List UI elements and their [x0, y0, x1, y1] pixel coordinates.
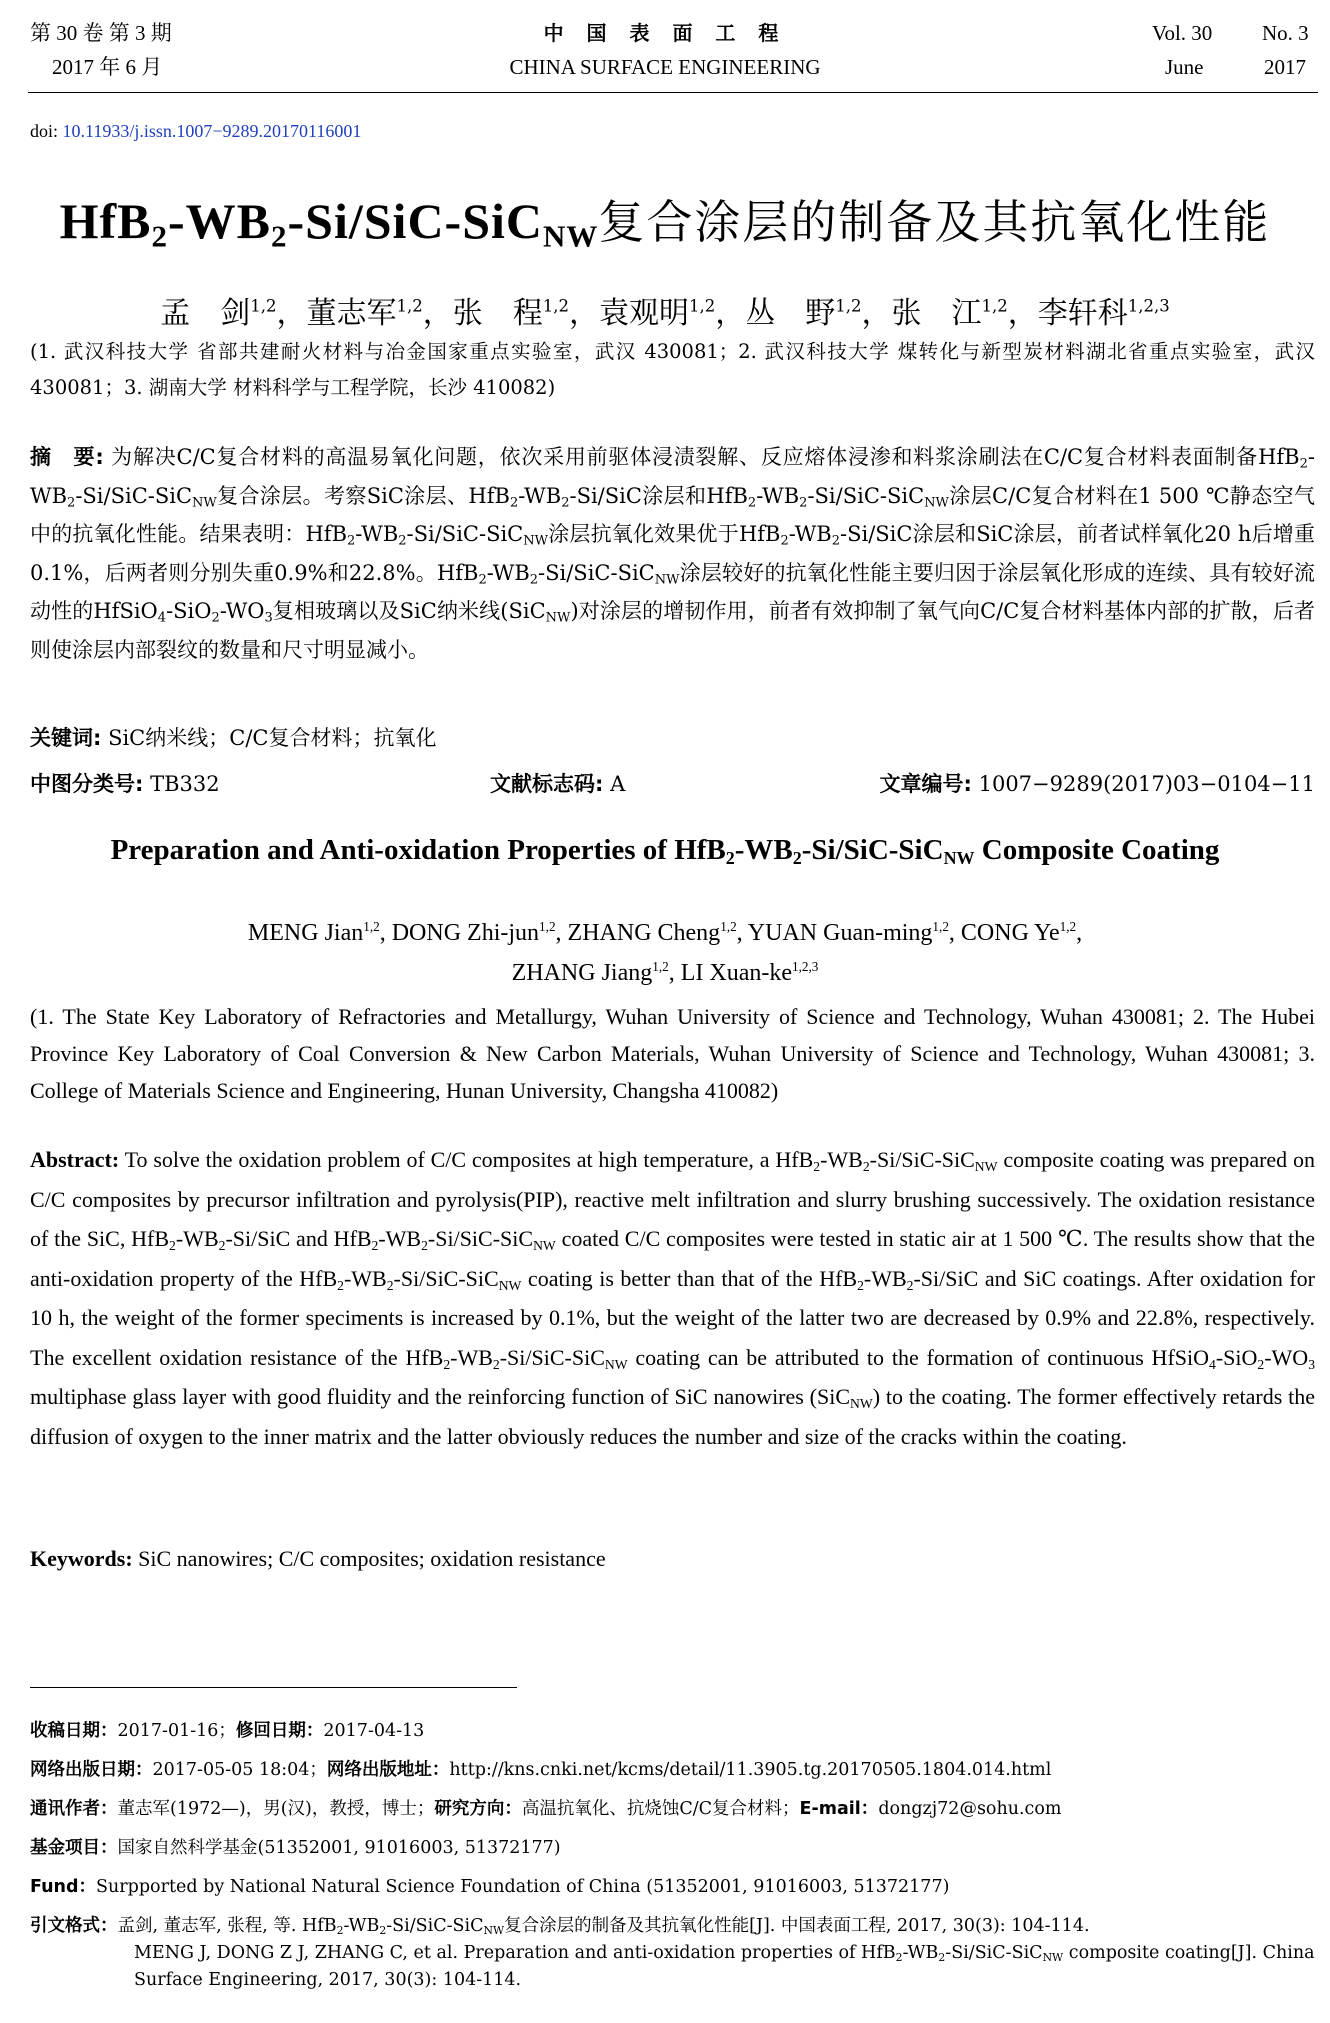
citation-en: MENG J, DONG Z J, ZHANG C, et al. Preparation and anti-oxidation properties of $HfB_2-WB_2-Si/SiC-SiC_{NW}$ composite coating[J]. China Surface Engineering, 2017, 30(3): 104-114. [134, 1943, 1315, 1990]
author-cn: 李轩科$^{1,2,3}$ [1037, 296, 1170, 331]
title-cn: $HfB_2-WB_2-Si/SiC-SiC_{NW}$复合涂层的制备及其抗氧化性能 [59, 193, 1271, 254]
doi-link[interactable]: 10.11933/j.issn.1007−9289.20170116001 [62, 121, 362, 141]
authors-cn [0, 288, 1330, 332]
author-cn: 张 程$^{1,2}$， [452, 296, 599, 331]
authors-en-line-1: MENG Jian$^{1,2}$, DONG Zhi-jun$^{1,2}$, ZHANG Cheng$^{1,2}$, YUAN Guan-ming$^{1,2}$, CONG Ye$^{1,2}$, [247, 918, 1083, 946]
header-no-en: No. 3 [1262, 21, 1309, 45]
footnote-corresponding: 通讯作者：董志军(1972—)，男(汉)，教授，博士；研究方向：高温抗氧化、抗烧蚀C/C复合材料；E-mail：dongzj72@sohu.com [30, 1799, 1062, 1819]
title-en: Preparation and Anti-oxidation Properties of $HfB_2-WB_2-Si/SiC-SiC_{NW}$ Composite Coating [110, 834, 1220, 869]
abstract-cn: 摘 要: 为解决C/C复合材料的高温易氧化问题，依次采用前驱体浸渍裂解、反应熔体浸渗和料浆涂刷法在C/C复合材料表面制备$HfB_2-WB_2-Si/SiC-SiC_{NW}$复合涂层。考察SiC涂层、$HfB_2-WB_2-Si$/SiC涂层和$HfB_2-WB_2-Si/SiC-SiC_{NW}$涂层C/C复合材料在1 500 ℃静态空气中的抗氧化性能。结果表明：$HfB_2-WB_2-Si/SiC-SiC_{NW}$涂层抗氧化效果优于$HfB_2-WB_2-Si$/SiC涂层和SiC涂层，前者试样氧化20 h后增重0.1%，后两者则分别失重0.9%和22.8%。$HfB_2-WB_2-Si/SiC-SiC_{NW}$涂层较好的抗氧化性能主要归因于涂层氧化形成的连续、具有较好流动性的$HfSiO_4-SiO_2-WO_3$复相玻璃以及SiC纳米线(SiC$_{NW}$)对涂层的增韧作用，前者有效抑制了氧气向C/C复合材料基体内部的扩散，后者则使涂层内部裂纹的数量和尺寸明显减小。 [30, 445, 1316, 662]
header-journal-en: CHINA SURFACE ENGINEERING [509, 55, 821, 79]
author-cn: 董志军$^{1,2}$， [306, 296, 453, 331]
online-url-link[interactable]: http://kns.cnki.net/kcms/detail/11.3905.tg.20170505.1804.014.html [449, 1760, 1052, 1780]
keywords-en: Keywords: SiC nanowires; C/C composites; oxidation resistance [30, 1546, 606, 1571]
author-cn: 孟 剑$^{1,2}$， [160, 296, 307, 331]
footnote-citation [30, 1913, 1320, 1994]
email-link[interactable]: dongzj72@sohu.com [878, 1799, 1062, 1819]
author-cn: 丛 野$^{1,2}$， [745, 296, 892, 331]
affiliation-en: (1. The State Key Laboratory of Refractories and Metallurgy, Wuhan University of Science and Technology, Wuhan 430081; 2. The Hubei Province Key Laboratory of Coal Conversion & New Carbon Materials, Wuhan University of Science and Technology, Wuhan 430081; 3. College of Materials Science and Engineering, Hunan University, Changsha 410082) [30, 1004, 1315, 1103]
footnote-fund-cn: 基金项目：国家自然科学基金(51352001, 91016003, 51372177) [30, 1838, 561, 1858]
keywords-en-label: Keywords: [30, 1546, 133, 1571]
classification-row [30, 768, 1315, 798]
footnote-fund-en: Fund：Surpported by National Natural Science Foundation of China (51352001, 91016003, 51372177) [30, 1877, 950, 1897]
doc-code: 文献标志码: A [490, 772, 626, 796]
abstract-en-label: Abstract: [30, 1147, 120, 1172]
authors-en [0, 913, 1330, 993]
header-rule [28, 92, 1318, 93]
abstract-cn-label: 摘 要: [30, 445, 104, 469]
article-number: 文章编号: 1007−9289(2017)03−0104−11 [879, 772, 1315, 796]
author-cn: 张 江$^{1,2}$， [891, 296, 1038, 331]
affiliation-cn: (1. 武汉科技大学 省部共建耐火材料与冶金国家重点实验室，武汉 430081；2. 武汉科技大学 煤转化与新型炭材料湖北省重点实验室，武汉 430081；3. 湖南大学 材料科学与工程学院，长沙 410082) [30, 340, 1315, 399]
header-journal-cn: 中 国 表 面 工 程 [543, 21, 787, 45]
keywords-cn-label: 关键词: [30, 726, 102, 750]
author-cn: 袁观明$^{1,2}$， [599, 296, 746, 331]
clc-code: 中图分类号: TB332 [30, 772, 220, 796]
doi-label: doi: [30, 121, 59, 141]
abstract-en: Abstract: To solve the oxidation problem of C/C composites at high temperature, a $HfB_2-WB_2-Si/SiC-SiC_{NW}$ composite coating was prepared on C/C composites by precursor infiltration and pyrolysis(PIP), reactive melt infiltration and slurry brushing successively. The oxidation resistance of the SiC, $HfB_2-WB_2-Si$/SiC and $HfB_2-WB_2-Si/SiC-SiC_{NW}$ coated C/C composites were tested in static air at 1 500 ℃. The results show that the anti-oxidation property of the $HfB_2-WB_2-Si/SiC-SiC_{NW}$ coating is better than that of the $HfB_2-WB_2-Si$/SiC and SiC coatings. After oxidation for 10 h, the weight of the former speciments is increased by 0.1%, but the weight of the latter two are decreased by 0.9% and 22.8%, respectively. The excellent oxidation resistance of the $HfB_2-WB_2-Si/SiC-SiC_{NW}$ coating can be attributed to the formation of continuous $HfSiO_4-SiO_2-WO_3$ multiphase glass layer with good fluidity and the reinforcing function of SiC nanowires (SiC$_{NW}$) to the coating. The former effectively retards the diffusion of oxygen to the inner matrix and the latter obviously reduces the number and size of the cracks within the coating. [30, 1147, 1316, 1449]
header-month-en: June [1165, 55, 1204, 79]
footnote-dates: 收稿日期：2017-01-16；修回日期：2017-04-13 [30, 1721, 425, 1741]
doi-line [30, 121, 361, 142]
header-date-cn: 2017 年 6 月 [52, 55, 163, 79]
citation-cn: 引文格式：孟剑, 董志军, 张程, 等. $HfB_2-WB_2-Si/SiC-SiC_{NW}$复合涂层的制备及其抗氧化性能[J]. 中国表面工程, 2017, 30(3): 104-114. [30, 1916, 1090, 1938]
header-vol-issue-cn: 第 30 卷 第 3 期 [30, 21, 172, 45]
header-year-en: 2017 [1264, 55, 1306, 79]
authors-en-line-2: ZHANG Jiang$^{1,2}$, LI Xuan-ke$^{1,2,3}$ [511, 958, 819, 986]
keywords-cn: 关键词: SiC纳米线；C/C复合材料；抗氧化 [30, 726, 437, 750]
footnote-rule [30, 1687, 517, 1688]
header-vol-en: Vol. 30 [1152, 21, 1213, 45]
footnote-online: 网络出版日期：2017-05-05 18:04；网络出版地址：http://kns.cnki.net/kcms/detail/11.3905.tg.20170505.1804.014.html [30, 1760, 1052, 1780]
